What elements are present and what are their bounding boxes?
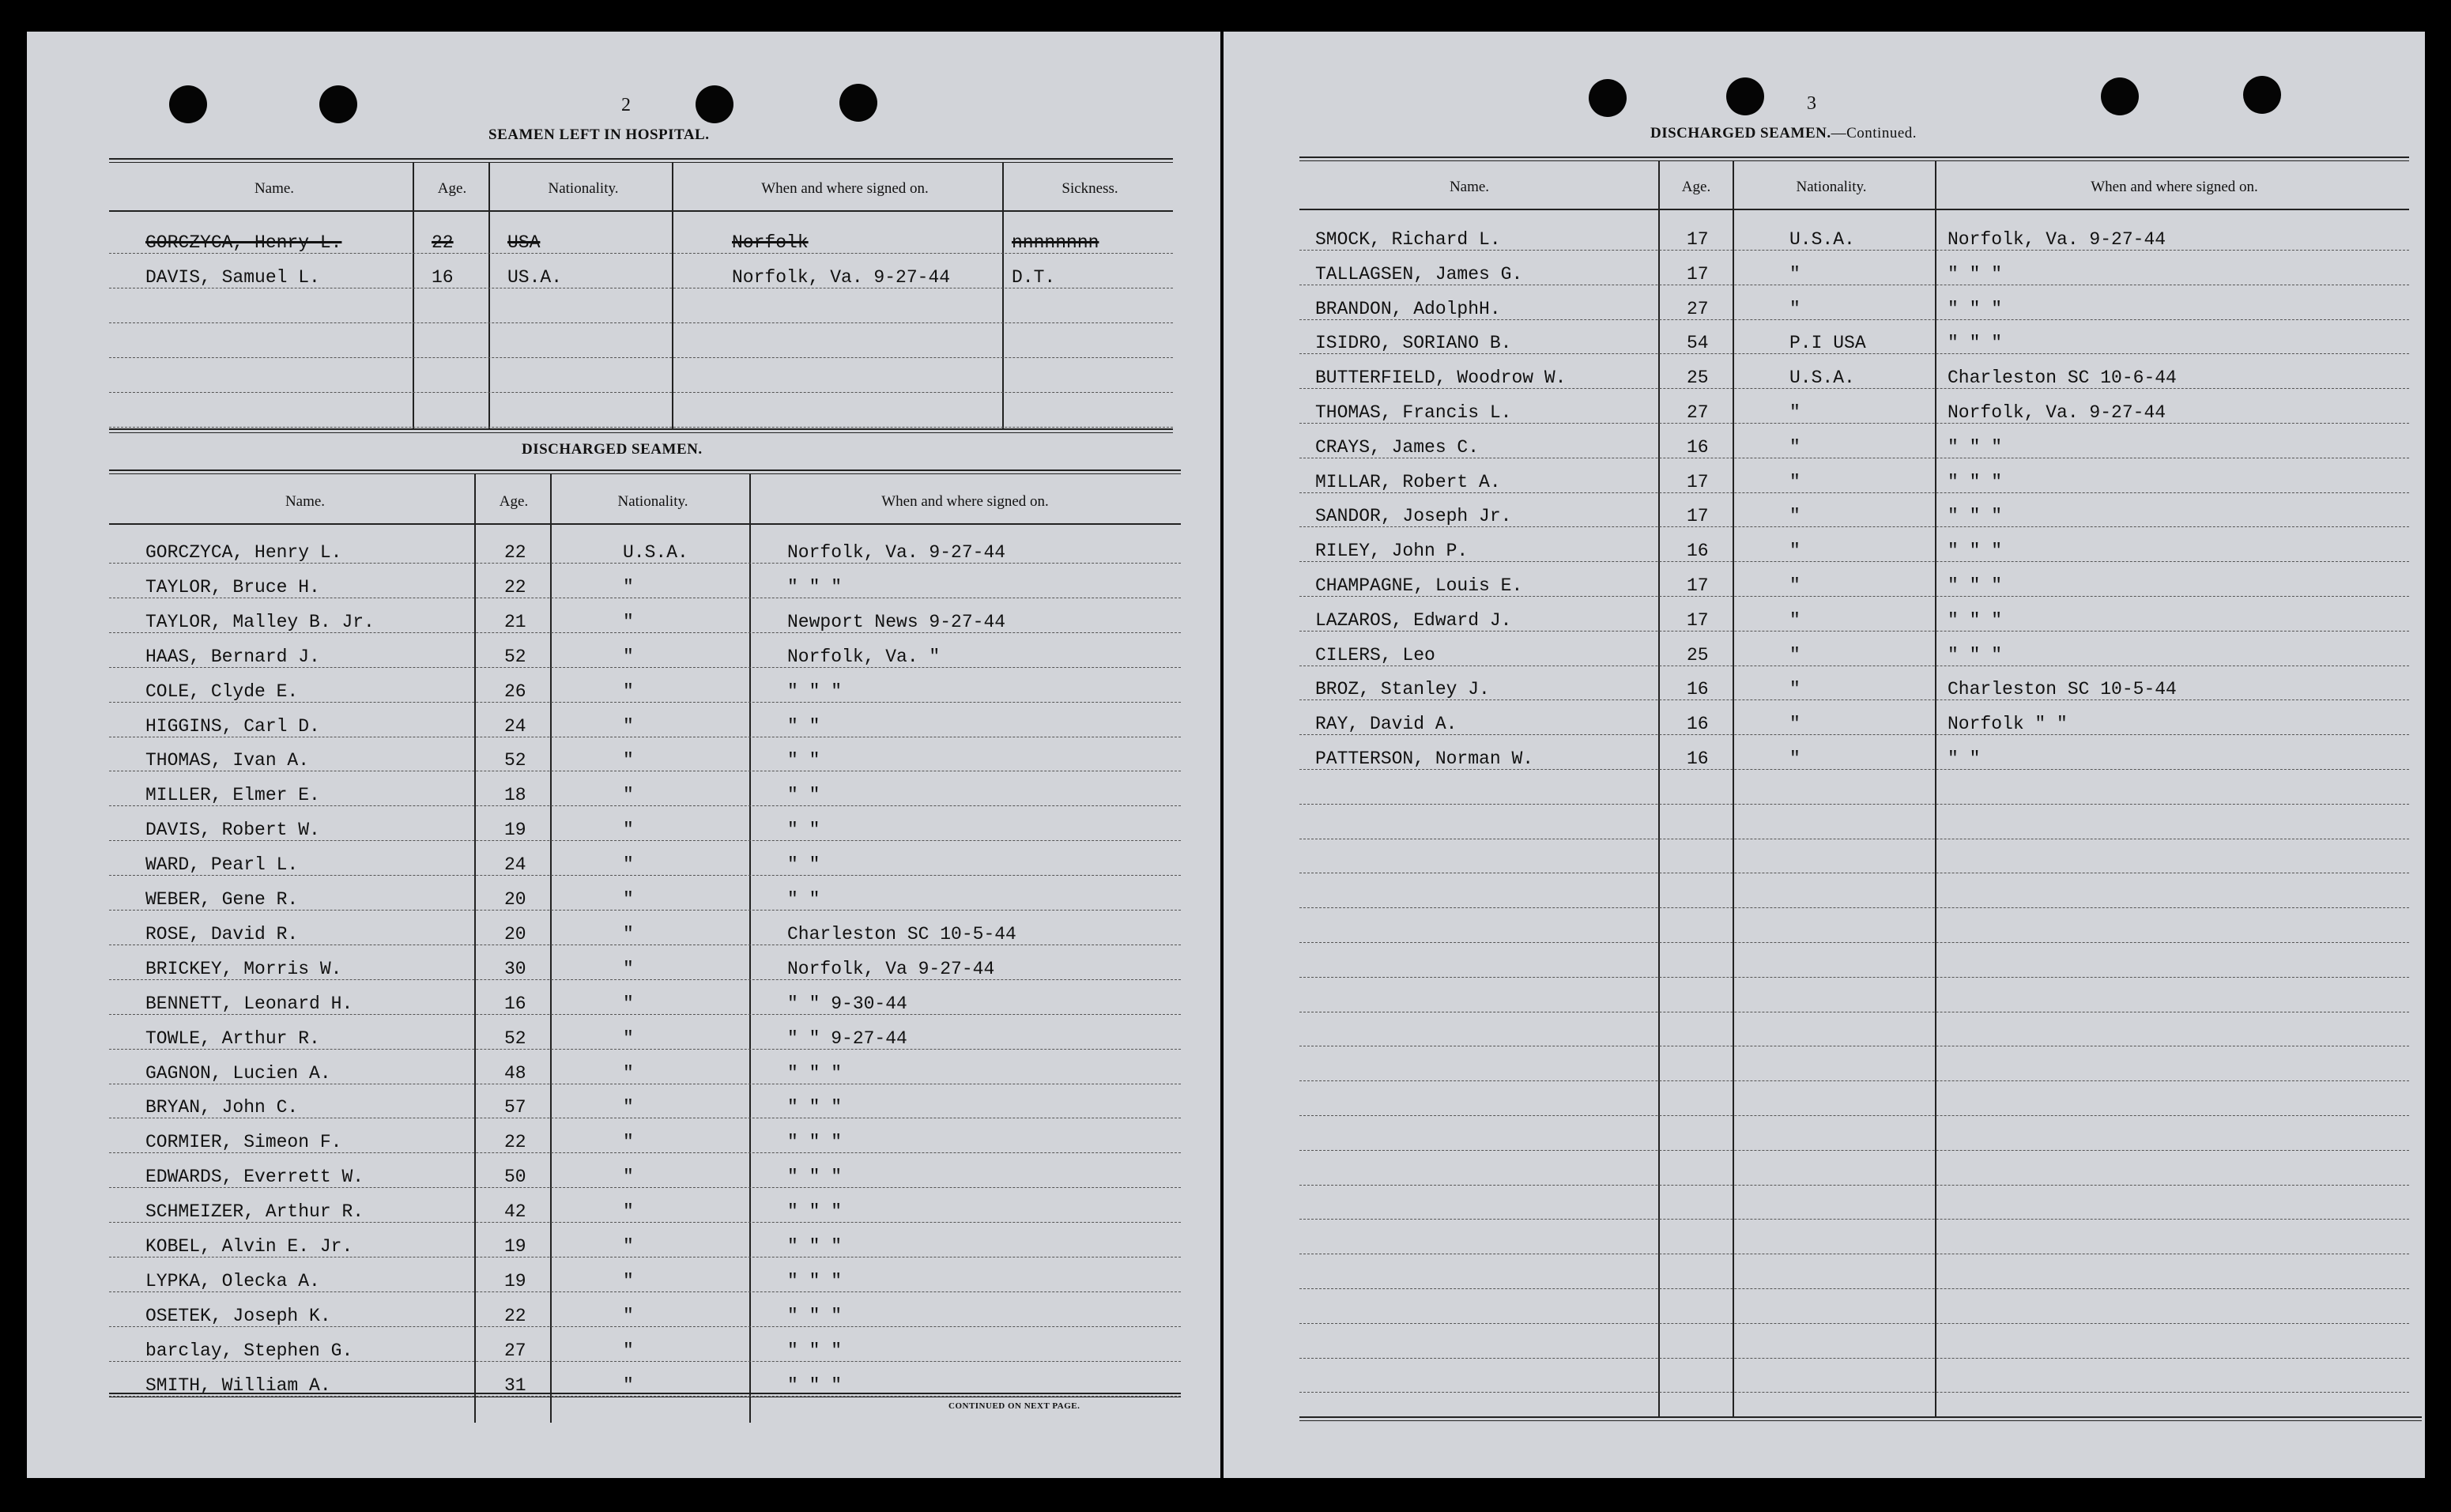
name-cell: BRANDON, AdolphH. xyxy=(1315,298,1501,319)
table-row xyxy=(109,264,1173,288)
nationality-cell: " xyxy=(623,1062,634,1084)
table-row xyxy=(109,782,1181,806)
table-row xyxy=(1299,503,2409,527)
nationality-cell: " xyxy=(623,854,634,876)
age-cell: 27 xyxy=(1687,298,1709,319)
page-number: 3 xyxy=(1807,93,1816,114)
signed-on-cell: Charleston SC 10-5-44 xyxy=(787,923,1016,945)
table-row xyxy=(1299,399,2409,424)
table-row xyxy=(109,956,1181,980)
age-cell: 17 xyxy=(1687,506,1709,527)
nationality-cell: P.I USA xyxy=(1789,333,1866,354)
table-row xyxy=(109,1337,1181,1362)
nationality-cell: " xyxy=(623,1305,634,1326)
age-cell: 19 xyxy=(504,1270,526,1291)
nationality-cell: " xyxy=(1789,679,1801,700)
age-cell: 24 xyxy=(504,854,526,876)
nationality-cell: " xyxy=(623,1097,634,1118)
signed-on-cell: " " " xyxy=(1948,298,2003,319)
name-cell: BENNETT, Leonard H. xyxy=(145,993,353,1014)
nationality-cell: U.S.A. xyxy=(623,542,688,563)
col-signed-on: When and where signed on. xyxy=(881,493,1049,510)
name-cell: CILERS, Leo xyxy=(1315,644,1435,666)
col-nationality: Nationality. xyxy=(617,493,688,510)
age-cell: 31 xyxy=(504,1374,526,1396)
age-cell: 26 xyxy=(504,681,526,702)
title-suffix: —Continued. xyxy=(1831,125,1917,141)
col-age: Age. xyxy=(499,493,529,510)
signed-on-cell: " " " xyxy=(787,1236,843,1257)
table-row xyxy=(1299,642,2409,666)
age-cell: 16 xyxy=(432,267,454,288)
nationality-cell: " xyxy=(623,820,634,841)
name-cell: CRAYS, James C. xyxy=(1315,436,1480,458)
col-age: Age. xyxy=(1681,179,1711,195)
age-cell: 16 xyxy=(1687,679,1709,700)
table-row xyxy=(109,816,1181,841)
nationality-cell: USA xyxy=(507,232,541,253)
nationality-cell: " xyxy=(623,1236,634,1257)
table-row xyxy=(1299,1057,2409,1081)
continued-note: CONTINUED ON NEXT PAGE. xyxy=(948,1401,1080,1411)
table-row xyxy=(1299,988,2409,1012)
signed-on-cell: " " " xyxy=(787,1097,843,1118)
right-page xyxy=(1224,32,2425,1478)
signed-on-cell: " " xyxy=(787,715,820,737)
sickness-cell: D.T. xyxy=(1012,267,1056,288)
age-cell: 50 xyxy=(504,1167,526,1188)
signed-on-cell: Norfolk, Va. 9-27-44 xyxy=(1948,229,2166,250)
table-row xyxy=(109,643,1181,668)
age-cell: 52 xyxy=(504,1027,526,1049)
table-row xyxy=(1299,849,2409,873)
age-cell: 19 xyxy=(504,820,526,841)
table-row xyxy=(109,851,1181,876)
table-row xyxy=(1299,745,2409,770)
signed-on-cell: " " " xyxy=(1948,575,2003,596)
age-cell: 27 xyxy=(1687,402,1709,423)
age-cell: 27 xyxy=(504,1340,526,1361)
table-row xyxy=(1299,434,2409,458)
name-cell: KOBEL, Alvin E. Jr. xyxy=(145,1236,353,1257)
table-row xyxy=(1299,1126,2409,1151)
table-row xyxy=(1299,1161,2409,1186)
nationality-cell: " xyxy=(623,785,634,806)
age-cell: 52 xyxy=(504,750,526,771)
name-cell: SCHMEIZER, Arthur R. xyxy=(145,1201,364,1223)
title-main: DISCHARGED SEAMEN. xyxy=(1650,125,1831,141)
age-cell: 22 xyxy=(504,1305,526,1326)
name-cell: CHAMPAGNE, Louis E. xyxy=(1315,575,1523,596)
signed-on-cell: Norfolk, Va. 9-27-44 xyxy=(1948,402,2166,423)
table-row xyxy=(1299,296,2409,320)
name-cell: RAY, David A. xyxy=(1315,714,1457,735)
table-row xyxy=(109,886,1181,911)
table-row xyxy=(1299,330,2409,354)
nationality-cell: " xyxy=(623,646,634,667)
age-cell: 16 xyxy=(504,993,526,1014)
nationality-cell: " xyxy=(623,1027,634,1049)
name-cell: DAVIS, Robert W. xyxy=(145,820,320,841)
age-cell: 22 xyxy=(504,542,526,563)
name-cell: RILEY, John P. xyxy=(1315,541,1469,562)
age-cell: 19 xyxy=(504,1236,526,1257)
signed-on-cell: " " xyxy=(787,750,820,771)
signed-on-cell: " " " xyxy=(787,1201,843,1223)
signed-on-cell: Norfolk, Va. 9-27-44 xyxy=(732,267,951,288)
signed-on-cell: " " " xyxy=(787,1132,843,1153)
signed-on-cell: Norfolk " " xyxy=(1948,714,2068,735)
name-cell: BROZ, Stanley J. xyxy=(1315,679,1490,700)
punch-hole xyxy=(1589,79,1627,117)
col-name: Name. xyxy=(254,180,295,197)
nationality-cell: " xyxy=(623,681,634,702)
discharged-continued-title xyxy=(1650,125,1917,142)
name-cell: CORMIER, Simeon F. xyxy=(145,1132,342,1153)
signed-on-cell: " " " xyxy=(1948,644,2003,666)
name-cell: BRICKEY, Morris W. xyxy=(145,958,342,979)
name-cell: GORCZYCA, Henry L. xyxy=(145,542,342,563)
signed-on-cell: " " " xyxy=(787,576,843,598)
table-row xyxy=(1299,1022,2409,1046)
signed-on-cell: " " 9-27-44 xyxy=(787,1027,907,1049)
nationality-cell: " xyxy=(1789,506,1801,527)
table-row xyxy=(109,368,1173,393)
name-cell: BRYAN, John C. xyxy=(145,1097,299,1118)
name-cell: GORCZYCA, Henry L. xyxy=(145,232,342,253)
table-row xyxy=(1299,261,2409,285)
table-row xyxy=(1299,815,2409,839)
sickness-cell: nnnnnnnn xyxy=(1012,232,1099,253)
punch-hole xyxy=(839,84,877,122)
signed-on-cell: " " " xyxy=(1948,263,2003,285)
nationality-cell: " xyxy=(1789,575,1801,596)
age-cell: 16 xyxy=(1687,714,1709,735)
nationality-cell: " xyxy=(1789,714,1801,735)
age-cell: 22 xyxy=(432,232,454,253)
age-cell: 22 xyxy=(504,1132,526,1153)
punch-hole xyxy=(696,85,733,123)
name-cell: THOMAS, Francis L. xyxy=(1315,402,1512,423)
table-row xyxy=(109,334,1173,358)
nationality-cell: " xyxy=(623,1374,634,1396)
name-cell: DAVIS, Samuel L. xyxy=(145,267,320,288)
col-sickness: Sickness. xyxy=(1061,180,1118,197)
table-row xyxy=(109,990,1181,1015)
table-row xyxy=(1299,780,2409,805)
page-number: 2 xyxy=(621,95,631,115)
age-cell: 16 xyxy=(1687,436,1709,458)
signed-on-cell: " " " xyxy=(787,1374,843,1396)
age-cell: 25 xyxy=(1687,368,1709,389)
name-cell: COLE, Clyde E. xyxy=(145,681,299,702)
age-cell: 17 xyxy=(1687,229,1709,250)
left-page xyxy=(27,32,1220,1478)
table-row xyxy=(109,1198,1181,1223)
table-row xyxy=(1299,572,2409,597)
name-cell: HIGGINS, Carl D. xyxy=(145,715,320,737)
table-row xyxy=(1299,607,2409,632)
discharged-title: DISCHARGED SEAMEN. xyxy=(522,441,703,458)
age-cell: 57 xyxy=(504,1097,526,1118)
table-row xyxy=(109,1163,1181,1188)
table-row xyxy=(109,1303,1181,1327)
age-cell: 20 xyxy=(504,923,526,945)
age-cell: 16 xyxy=(1687,541,1709,562)
signed-on-cell: Charleston SC 10-6-44 xyxy=(1948,368,2177,389)
nationality-cell: U.S.A. xyxy=(1789,229,1855,250)
nationality-cell: U.S.A. xyxy=(1789,368,1855,389)
signed-on-cell: " " " xyxy=(787,1340,843,1361)
name-cell: OSETEK, Joseph K. xyxy=(145,1305,331,1326)
nationality-cell: " xyxy=(623,889,634,910)
table-row xyxy=(1299,1092,2409,1116)
nationality-cell: " xyxy=(623,576,634,598)
table-row xyxy=(109,1060,1181,1084)
table-row xyxy=(1299,918,2409,943)
table-row xyxy=(109,403,1173,428)
table-row xyxy=(109,678,1181,703)
name-cell: LYPKA, Olecka A. xyxy=(145,1270,320,1291)
signed-on-cell: Newport News 9-27-44 xyxy=(787,611,1006,632)
col-nationality: Nationality. xyxy=(548,180,619,197)
age-cell: 30 xyxy=(504,958,526,979)
nationality-cell: " xyxy=(623,750,634,771)
nationality-cell: " xyxy=(1789,436,1801,458)
signed-on-cell: " " " xyxy=(1948,609,2003,631)
table-row xyxy=(1299,537,2409,562)
age-cell: 22 xyxy=(504,576,526,598)
signed-on-cell: " " xyxy=(787,820,820,841)
age-cell: 42 xyxy=(504,1201,526,1223)
name-cell: TAYLOR, Bruce H. xyxy=(145,576,320,598)
age-cell: 48 xyxy=(504,1062,526,1084)
signed-on-cell: " " " xyxy=(1948,436,2003,458)
col-name: Name. xyxy=(1449,179,1490,195)
nationality-cell: " xyxy=(623,993,634,1014)
punch-hole xyxy=(169,85,207,123)
nationality-cell: " xyxy=(623,1167,634,1188)
col-age: Age. xyxy=(437,180,467,197)
signed-on-cell: " " " xyxy=(1948,506,2003,527)
table-row xyxy=(1299,884,2409,908)
age-cell: 25 xyxy=(1687,644,1709,666)
punch-hole xyxy=(319,85,357,123)
signed-on-cell: Norfolk, Va 9-27-44 xyxy=(787,958,995,979)
age-cell: 24 xyxy=(504,715,526,737)
age-cell: 54 xyxy=(1687,333,1709,354)
table-row xyxy=(109,1094,1181,1118)
age-cell: 20 xyxy=(504,889,526,910)
punch-hole xyxy=(2101,77,2139,115)
nationality-cell: " xyxy=(623,611,634,632)
signed-on-cell: Norfolk xyxy=(732,232,809,253)
table-row xyxy=(1299,1195,2409,1220)
table-row xyxy=(1299,1368,2409,1393)
signed-on-cell: " " " xyxy=(1948,471,2003,492)
name-cell: MILLER, Elmer E. xyxy=(145,785,320,806)
signed-on-cell: " " 9-30-44 xyxy=(787,993,907,1014)
nationality-cell: " xyxy=(1789,263,1801,285)
table-row xyxy=(1299,1299,2409,1324)
name-cell: SMOCK, Richard L. xyxy=(1315,229,1501,250)
name-cell: BUTTERFIELD, Woodrow W. xyxy=(1315,368,1567,389)
nationality-cell: " xyxy=(1789,541,1801,562)
age-cell: 17 xyxy=(1687,609,1709,631)
col-name: Name. xyxy=(285,493,326,510)
table-row xyxy=(109,1129,1181,1153)
nationality-cell: " xyxy=(623,1132,634,1153)
age-cell: 17 xyxy=(1687,263,1709,285)
table-row xyxy=(1299,469,2409,493)
name-cell: TALLAGSEN, James G. xyxy=(1315,263,1523,285)
punch-hole xyxy=(2243,76,2281,114)
table-row xyxy=(109,1268,1181,1292)
age-cell: 21 xyxy=(504,611,526,632)
name-cell: SMITH, William A. xyxy=(145,1374,331,1396)
name-cell: WEBER, Gene R. xyxy=(145,889,299,910)
table-row xyxy=(1299,364,2409,389)
signed-on-cell: Norfolk, Va. " xyxy=(787,646,941,667)
name-cell: barclay, Stephen G. xyxy=(145,1340,353,1361)
signed-on-cell: " " " xyxy=(787,1270,843,1291)
punch-hole xyxy=(1726,77,1764,115)
name-cell: THOMAS, Ivan A. xyxy=(145,750,310,771)
name-cell: TAYLOR, Malley B. Jr. xyxy=(145,611,375,632)
name-cell: SANDOR, Joseph Jr. xyxy=(1315,506,1512,527)
nationality-cell: " xyxy=(623,923,634,945)
name-cell: LAZAROS, Edward J. xyxy=(1315,609,1512,631)
col-signed-on: When and where signed on. xyxy=(2091,179,2258,195)
name-cell: GAGNON, Lucien A. xyxy=(145,1062,331,1084)
table-row xyxy=(109,921,1181,945)
table-row xyxy=(109,229,1173,254)
name-cell: ROSE, David R. xyxy=(145,923,299,945)
table-row xyxy=(1299,226,2409,251)
nationality-cell: " xyxy=(623,1201,634,1223)
table-row xyxy=(1299,1230,2409,1254)
table-row xyxy=(109,609,1181,633)
signed-on-cell: " " xyxy=(1948,748,1981,769)
table-row xyxy=(1299,711,2409,735)
signed-on-cell: Charleston SC 10-5-44 xyxy=(1948,679,2177,700)
name-cell: WARD, Pearl L. xyxy=(145,854,299,876)
name-cell: MILLAR, Robert A. xyxy=(1315,471,1501,492)
nationality-cell: " xyxy=(1789,471,1801,492)
age-cell: 16 xyxy=(1687,748,1709,769)
nationality-cell: " xyxy=(1789,748,1801,769)
signed-on-cell: Norfolk, Va. 9-27-44 xyxy=(787,542,1006,563)
nationality-cell: " xyxy=(1789,402,1801,423)
nationality-cell: " xyxy=(1789,644,1801,666)
age-cell: 18 xyxy=(504,785,526,806)
signed-on-cell: " " " xyxy=(1948,333,2003,354)
table-row xyxy=(109,713,1181,737)
name-cell: PATTERSON, Norman W. xyxy=(1315,748,1534,769)
signed-on-cell: " " xyxy=(787,889,820,910)
signed-on-cell: " " " xyxy=(1948,541,2003,562)
col-signed-on: When and where signed on. xyxy=(761,180,929,197)
table-row xyxy=(1299,953,2409,978)
table-row xyxy=(1299,1265,2409,1289)
nationality-cell: " xyxy=(623,958,634,979)
table-row xyxy=(109,1025,1181,1050)
name-cell: EDWARDS, Everrett W. xyxy=(145,1167,364,1188)
hospital-title: SEAMEN LEFT IN HOSPITAL. xyxy=(488,126,710,143)
nationality-cell: " xyxy=(1789,609,1801,631)
age-cell: 52 xyxy=(504,646,526,667)
table-row xyxy=(109,747,1181,771)
table-row xyxy=(109,1233,1181,1257)
name-cell: TOWLE, Arthur R. xyxy=(145,1027,320,1049)
table-row xyxy=(109,539,1181,564)
nationality-cell: " xyxy=(623,1340,634,1361)
name-cell: ISIDRO, SORIANO B. xyxy=(1315,333,1512,354)
table-row xyxy=(109,574,1181,598)
age-cell: 17 xyxy=(1687,575,1709,596)
nationality-cell: " xyxy=(623,715,634,737)
signed-on-cell: " " " xyxy=(787,1062,843,1084)
signed-on-cell: " " xyxy=(787,854,820,876)
nationality-cell: " xyxy=(623,1270,634,1291)
signed-on-cell: " " xyxy=(787,785,820,806)
table-row xyxy=(1299,676,2409,700)
table-row xyxy=(1299,1334,2409,1359)
signed-on-cell: " " " xyxy=(787,1305,843,1326)
signed-on-cell: " " " xyxy=(787,681,843,702)
nationality-cell: US.A. xyxy=(507,267,563,288)
table-row xyxy=(109,299,1173,323)
nationality-cell: " xyxy=(1789,298,1801,319)
signed-on-cell: " " " xyxy=(787,1167,843,1188)
age-cell: 17 xyxy=(1687,471,1709,492)
name-cell: HAAS, Bernard J. xyxy=(145,646,320,667)
col-nationality: Nationality. xyxy=(1796,179,1867,195)
